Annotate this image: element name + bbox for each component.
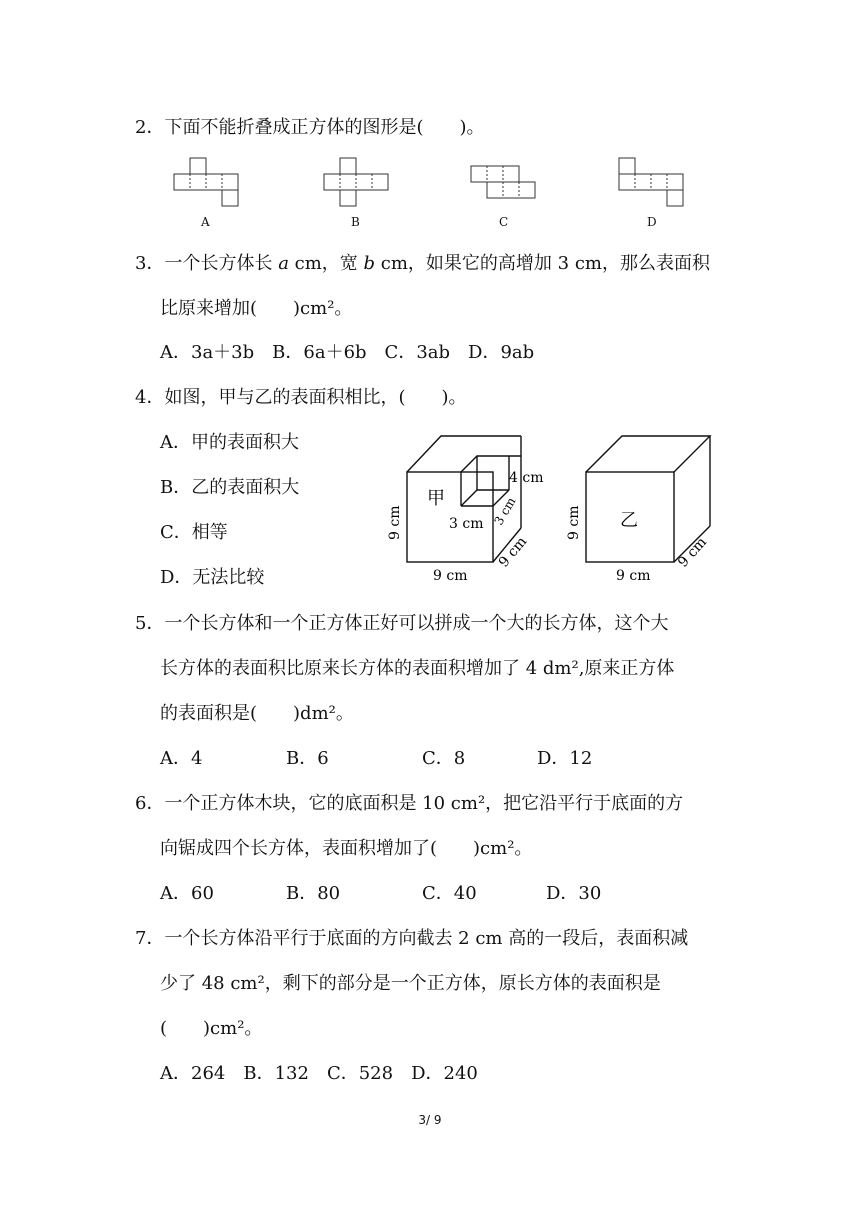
jia-height-label: 9 cm [387, 505, 403, 540]
q5-option-c: C．8 [422, 748, 466, 769]
net-b-figure [320, 155, 400, 215]
net-a-label: A [201, 215, 210, 229]
q5-line2: 长方体的表面积比原来长方体的表面积增加了 4 dm²,原来正方体 [160, 658, 675, 679]
yi-height-label: 9 cm [566, 505, 582, 540]
q4-option-c: C．相等 [160, 522, 228, 543]
q6-option-c: C．40 [422, 883, 477, 904]
q6-option-a: A．60 [160, 883, 214, 904]
jia-depth-label: 9 cm [495, 533, 531, 571]
q3-var-a: a [278, 253, 289, 274]
q5-line3: 的表面积是( )dm²。 [160, 703, 354, 724]
q7-line1: 7．一个长方体沿平行于底面的方向截去 2 cm 高的一段后，表面积减 [135, 928, 689, 949]
yi-depth-label: 9 cm [675, 534, 711, 571]
q6-option-d: D．30 [546, 883, 602, 904]
q3-line2: 比原来增加( )cm²。 [160, 298, 353, 319]
q4-option-b: B．乙的表面积大 [160, 477, 300, 498]
q4-option-d: D．无法比较 [160, 567, 265, 588]
net-c-label: C [499, 215, 509, 229]
q3-line1-c: cm，如果它的高增加 3 cm，那么表面积 [375, 253, 710, 274]
q7-options: A．264 B．132 C．528 D．240 [160, 1063, 478, 1084]
jia-width-label: 9 cm [433, 568, 468, 584]
q3-var-b: b [363, 253, 376, 274]
yi-width-label: 9 cm [616, 568, 651, 584]
q7-line3: ( )cm²。 [160, 1018, 263, 1039]
q6-line1: 6．一个正方体木块，它的底面积是 10 cm²，把它沿平行于底面的方 [135, 793, 684, 814]
jia-name: 甲 [427, 488, 445, 509]
page-number: 3/ 9 [418, 1113, 442, 1127]
jia-cut-w-label: 3 cm [449, 516, 484, 532]
q2-text: 2．下面不能折叠成正方体的图形是( )。 [135, 117, 485, 138]
q5-option-d: D．12 [537, 748, 593, 769]
figure-yi [560, 428, 730, 588]
q5-option-a: A．4 [160, 748, 203, 769]
q6-line2: 向锯成四个长方体，表面积增加了( )cm²。 [160, 838, 533, 859]
net-d-label: D [647, 215, 657, 229]
q5-option-b: B．6 [286, 748, 329, 769]
jia-cut-d-label: 3 cm [491, 494, 519, 528]
q4-text: 4．如图，甲与乙的表面积相比，( )。 [135, 387, 467, 408]
jia-cut-h-label: 4 cm [509, 470, 544, 486]
figure-jia [385, 428, 555, 588]
q2-nets [170, 155, 690, 235]
q6-option-b: B．80 [286, 883, 341, 904]
net-d-figure [615, 155, 695, 215]
net-c-figure [467, 155, 547, 215]
q3-line1-a: 3．一个长方体长 [135, 253, 279, 274]
q3-line1 [135, 252, 710, 276]
q4-option-a: A．甲的表面积大 [160, 432, 299, 453]
q7-line2: 少了 48 cm²，剩下的部分是一个正方体，原长方体的表面积是 [160, 973, 661, 994]
net-b-label: B [351, 215, 360, 229]
q3-options: A．3a＋3b B．6a＋6b C．3ab D．9ab [160, 342, 535, 363]
yi-name: 乙 [620, 510, 638, 531]
q5-line1: 5．一个长方体和一个正方体正好可以拼成一个大的长方体，这个大 [135, 613, 669, 634]
net-a-figure [170, 155, 250, 215]
q3-line1-b: cm，宽 [288, 253, 364, 274]
